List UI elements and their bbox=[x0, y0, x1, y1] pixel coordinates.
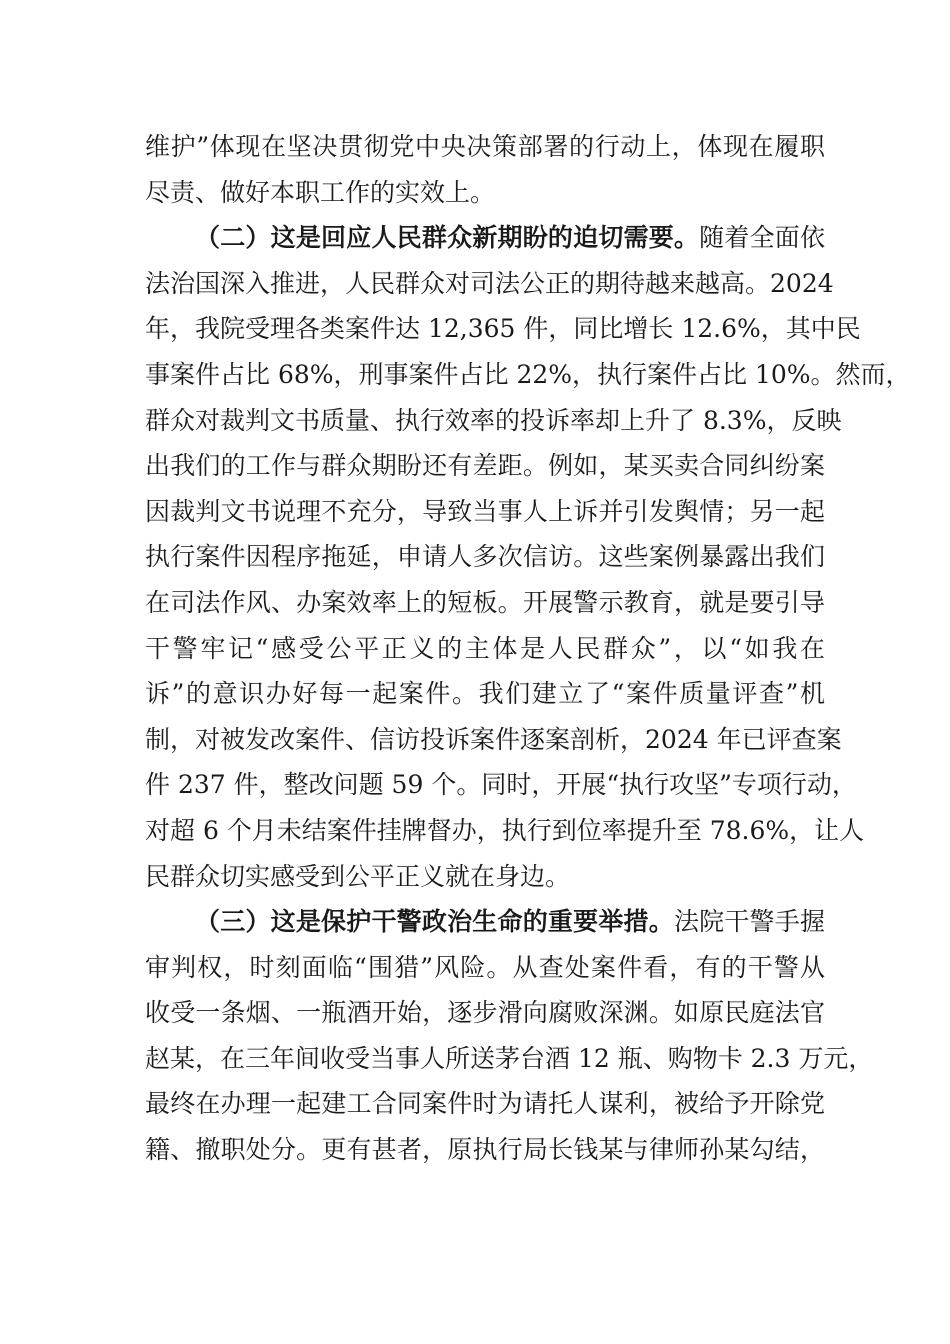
text-line: 赵某，在三年间收受当事人所送茅台酒 12 瓶、购物卡 2.3 万元， bbox=[145, 1043, 874, 1073]
text-line: 件 237 件，整改问题 59 个。同时，开展“执行攻坚”专项行动， bbox=[145, 770, 857, 800]
section-heading: （三）这是保护干警政治生命的重要举措。 bbox=[195, 907, 674, 937]
text-line: 执行案件因程序拖延，申请人多次信访。这些案例暴露出我们 bbox=[145, 542, 825, 572]
text-line: 干警牢记“感受公平正义的主体是人民群众”，以“如我在 bbox=[145, 633, 825, 663]
text-line: 法治国深入推进，人民群众对司法公正的期待越来越高。2024 bbox=[145, 268, 834, 298]
paragraph-first-line bbox=[145, 899, 825, 945]
text-run: 随着全面依 bbox=[699, 223, 825, 253]
document-body bbox=[145, 124, 911, 1173]
text-line: 籍、撤职处分。更有甚者，原执行局长钱某与律师孙某勾结， bbox=[145, 1135, 825, 1165]
text-line: 收受一条烟、一瓶酒开始，逐步滑向腐败深渊。如原民庭法官 bbox=[145, 998, 825, 1028]
text-line: 审判权，时刻面临“围猎”风险。从查处案件看，有的干警从 bbox=[145, 952, 825, 982]
text-line: 制，对被发改案件、信访投诉案件逐案剖析，2024 年已评查案 bbox=[145, 724, 842, 754]
text-line: 出我们的工作与群众期盼还有差距。例如，某买卖合同纠纷案 bbox=[145, 451, 825, 481]
text-line: 因裁判文书说理不充分，导致当事人上诉并引发舆情；另一起 bbox=[145, 496, 825, 526]
text-line: 尽责、做好本职工作的实效上。 bbox=[145, 177, 496, 207]
text-run: 法院干警手握 bbox=[673, 907, 825, 937]
section-heading: （二）这是回应人民群众新期盼的迫切需要。 bbox=[195, 223, 700, 253]
text-line: 维护”体现在坚决贯彻党中央决策部署的行动上，体现在履职 bbox=[145, 132, 825, 161]
paragraph-first-line bbox=[145, 215, 825, 261]
text-line: 在司法作风、办案效率上的短板。开展警示教育，就是要引导 bbox=[145, 587, 825, 617]
text-line: 对超 6 个月未结案件挂牌督办，执行到位率提升至 78.6%，让人 bbox=[145, 815, 865, 845]
text-line: 年，我院受理各类案件达 12,365 件，同比增长 12.6%，其中民 bbox=[145, 314, 861, 344]
text-line: 事案件占比 68%，刑事案件占比 22%，执行案件占比 10%。然而， bbox=[145, 359, 911, 389]
text-line: 最终在办理一起建工合同案件时为请托人谋利，被给予开除党 bbox=[145, 1089, 825, 1119]
text-line: 诉”的意识办好每一起案件。我们建立了“案件质量评查”机 bbox=[145, 679, 825, 709]
text-line: 群众对裁判文书质量、执行效率的投诉率却上升了 8.3%，反映 bbox=[145, 405, 842, 435]
text-line: 民群众切实感受到公平正义就在身边。 bbox=[145, 861, 571, 891]
